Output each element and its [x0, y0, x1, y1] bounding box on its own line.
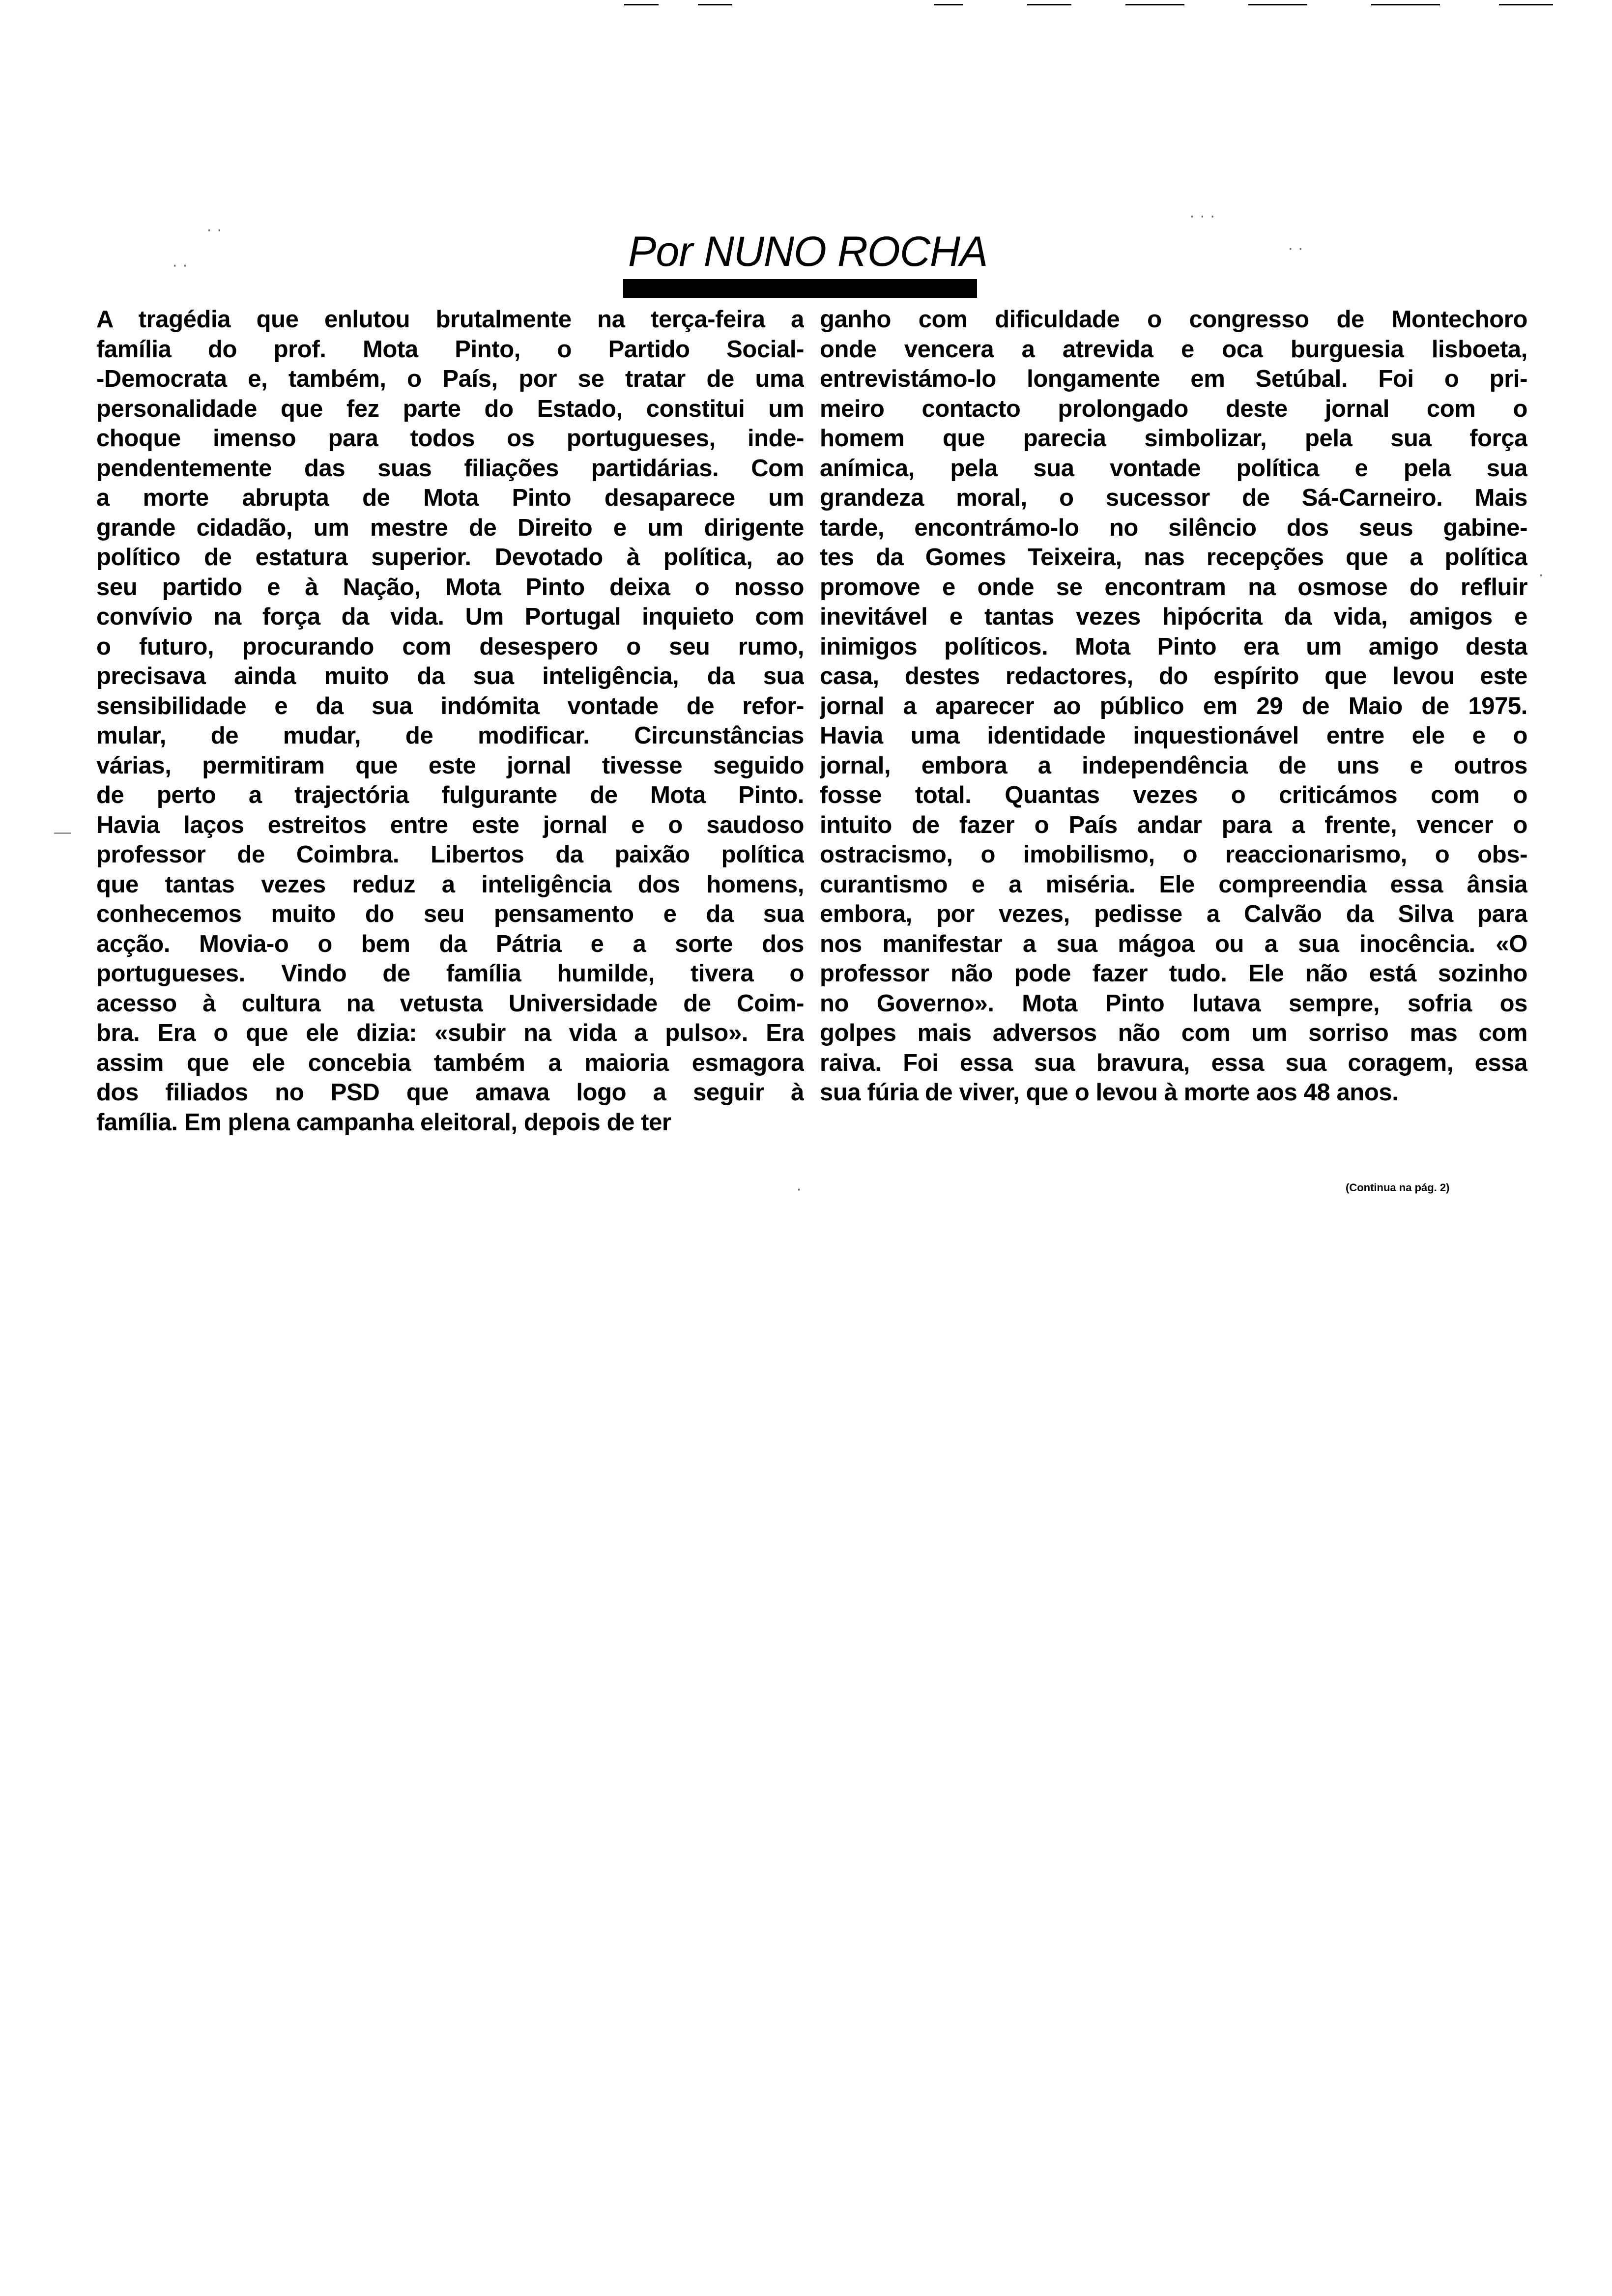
article-column-left	[96, 305, 804, 1137]
top-edge-mark	[1371, 4, 1440, 5]
text-line: o futuro, procurando com desespero o seu rumo,	[96, 633, 804, 660]
text-line: inevitável e tantas vezes hipócrita da vida, amigos e	[820, 603, 1527, 630]
text-line: intuito de fazer o País andar para a frente, vencer o	[820, 811, 1527, 838]
scan-noise: · ·	[206, 220, 223, 239]
text-line: A tragédia que enlutou brutalmente na terça-feira a	[96, 306, 804, 333]
text-line: homem que parecia simbolizar, pela sua força	[820, 425, 1527, 452]
text-line: grande cidadão, um mestre de Direito e um dirigente	[96, 514, 804, 541]
text-line: portugueses. Vindo de família humilde, tivera o	[96, 960, 804, 987]
text-line: precisava ainda muito da sua inteligência, da sua	[96, 663, 804, 689]
top-edge-mark	[934, 4, 963, 5]
text-line: a morte abrupta de Mota Pinto desaparece um	[96, 485, 804, 511]
scan-noise: · ·	[1288, 239, 1304, 258]
text-line: entrevistámo-lo longamente em Setúbal. Foi o pri-	[820, 366, 1527, 392]
text-line: Havia laços estreitos entre este jornal e o saudoso	[96, 811, 804, 838]
text-line: golpes mais adversos não com um sorriso mas com	[820, 1020, 1527, 1046]
scan-noise: · ·	[172, 256, 188, 274]
text-line: -Democrata e, também, o País, por se tratar de uma	[96, 366, 804, 392]
text-line: tes da Gomes Teixeira, nas recepções que a política	[820, 544, 1527, 571]
top-edge-mark	[1125, 4, 1184, 5]
byline-block	[623, 227, 988, 298]
text-line: inimigos políticos. Mota Pinto era um amigo desta	[820, 633, 1527, 660]
top-edge-mark	[624, 4, 659, 5]
text-line: professor de Coimbra. Libertos da paixão política	[96, 841, 804, 868]
text-line: curantismo e a miséria. Ele compreendia essa ânsia	[820, 871, 1527, 898]
text-line: meiro contacto prolongado deste jornal com o	[820, 395, 1527, 422]
text-line: acção. Movia-o o bem da Pátria e a sorte dos	[96, 930, 804, 957]
scan-noise: —	[54, 823, 71, 841]
text-line: jornal, embora a independência de uns e outros	[820, 752, 1527, 779]
text-line: Havia uma identidade inquestionável entre ele e o	[820, 722, 1527, 749]
text-line: ostracismo, o imobilismo, o reaccionarismo, o obs-	[820, 841, 1527, 868]
text-line: casa, destes redactores, do espírito que levou este	[820, 663, 1527, 689]
text-line: dos filiados no PSD que amava logo a seguir à	[96, 1079, 804, 1106]
text-line: tarde, encontrámo-lo no silêncio dos seus gabine-	[820, 514, 1527, 541]
text-line: onde vencera a atrevida e oca burguesia lisboeta,	[820, 336, 1527, 363]
byline: Por NUNO ROCHA	[628, 228, 988, 275]
text-line: nos manifestar a sua mágoa ou a sua inocência. «O	[820, 930, 1527, 957]
text-line: jornal a aparecer ao público em 29 de Maio de 1975.	[820, 692, 1527, 719]
text-line: anímica, pela sua vontade política e pela sua	[820, 455, 1527, 482]
text-line: família do prof. Mota Pinto, o Partido Social-	[96, 336, 804, 363]
text-line: acesso à cultura na vetusta Universidade de Coim-	[96, 990, 804, 1017]
text-line: mular, de mudar, de modificar. Circunstâncias	[96, 722, 804, 749]
top-edge-mark	[1499, 4, 1553, 5]
text-line: bra. Era o que ele dizia: «subir na vida a pulso». Era	[96, 1020, 804, 1046]
top-edge-mark	[698, 4, 732, 5]
scan-noise: ·	[1538, 565, 1544, 584]
text-line: seu partido e à Nação, Mota Pinto deixa o nosso	[96, 574, 804, 601]
text-line: de perto a trajectória fulgurante de Mota Pinto.	[96, 782, 804, 808]
byline-underline-bar	[623, 279, 977, 298]
text-line: conhecemos muito do seu pensamento e da sua	[96, 901, 804, 927]
text-line: sensibilidade e da sua indómita vontade de refor-	[96, 692, 804, 719]
text-line: sua fúria de viver, que o levou à morte aos 48 anos.	[820, 1079, 1399, 1106]
text-line: pendentemente das suas filiações partidárias. Com	[96, 455, 804, 482]
text-line: choque imenso para todos os portugueses, inde-	[96, 425, 804, 452]
text-line: assim que ele concebia também a maioria esmagora	[96, 1049, 804, 1076]
text-line: promove e onde se encontram na osmose do refluir	[820, 574, 1527, 601]
text-line: convívio na força da vida. Um Portugal inquieto com	[96, 603, 804, 630]
text-line: fosse total. Quantas vezes o criticámos com o	[820, 782, 1527, 808]
article-column-right	[820, 305, 1527, 1108]
top-edge-mark	[1248, 4, 1307, 5]
text-line: raiva. Foi essa sua bravura, essa sua coragem, essa	[820, 1049, 1527, 1076]
text-line: ganho com dificuldade o congresso de Montechoro	[820, 306, 1527, 333]
continuation-note: (Continua na pág. 2)	[1346, 1181, 1450, 1194]
scan-noise: · · ·	[1189, 206, 1215, 225]
text-line: embora, por vezes, pedisse a Calvão da Silva para	[820, 901, 1527, 927]
text-line: que tantas vezes reduz a inteligência dos homens,	[96, 871, 804, 898]
text-line: personalidade que fez parte do Estado, constitui um	[96, 395, 804, 422]
text-line: família. Em plena campanha eleitoral, depois de ter	[96, 1109, 671, 1136]
text-line: várias, permitiram que este jornal tivesse seguido	[96, 752, 804, 779]
text-line: político de estatura superior. Devotado à política, ao	[96, 544, 804, 571]
top-edge-mark	[1027, 4, 1071, 5]
text-line: no Governo». Mota Pinto lutava sempre, sofria os	[820, 990, 1527, 1017]
scan-noise: ·	[796, 1179, 802, 1198]
text-line: professor não pode fazer tudo. Ele não está sozinho	[820, 960, 1527, 987]
text-line: grandeza moral, o sucessor de Sá-Carneiro. Mais	[820, 485, 1527, 511]
